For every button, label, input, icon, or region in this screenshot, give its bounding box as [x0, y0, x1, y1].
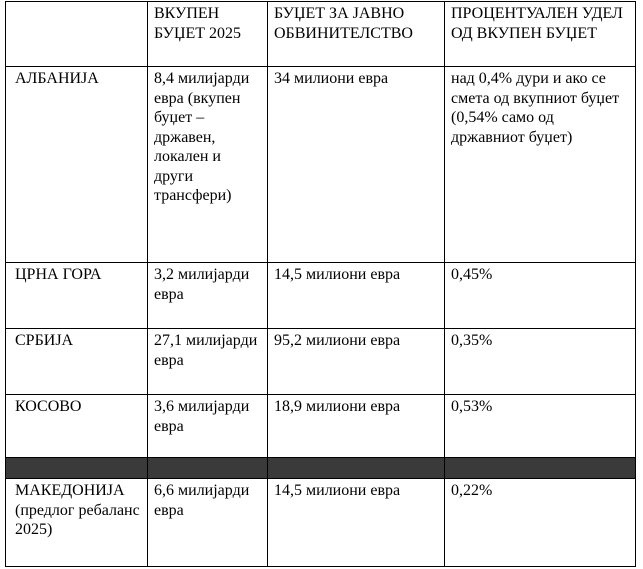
- cell-total-budget: 6,6 милијарди евра: [148, 479, 268, 567]
- cell-total-budget: 27,1 милијарди евра: [148, 329, 268, 395]
- table-header-row: [6, 2, 636, 67]
- cell-country: [6, 479, 148, 567]
- country-label: СРБИЈА: [15, 332, 74, 349]
- header-cell-country: [6, 2, 148, 67]
- header-share-line1: ПРОЦЕНТУАЛЕН УДЕЛ: [451, 5, 623, 22]
- cell-prosecution-budget: 18,9 милиони евра: [268, 395, 445, 458]
- separator-row: [6, 458, 636, 479]
- country-label: МАКЕДОНИЈА (предлог ребаланс 2025): [15, 482, 140, 538]
- cell-prosecution-budget: 95,2 милиони евра: [268, 329, 445, 395]
- cell-share: 0,53%: [445, 395, 636, 458]
- header-share-line2: ОД ВКУПЕН БУЏЕТ: [451, 24, 597, 42]
- cell-country: [6, 67, 148, 263]
- table-row-serbia: [6, 329, 636, 395]
- cell-country: [6, 329, 148, 395]
- budget-comparison-table: [5, 1, 636, 567]
- header-cell-prosecution-budget: БУЏЕТ ЗА ЈАВНО ОБВИНИТЕЛСТВО: [268, 2, 445, 67]
- table-row-montenegro: [6, 263, 636, 329]
- country-label: ЦРНА ГОРА: [15, 266, 102, 283]
- header-cell-total-budget: ВКУПЕН БУЏЕТ 2025: [148, 2, 268, 67]
- table-row-albania: [6, 67, 636, 263]
- cell-country: [6, 395, 148, 458]
- separator-cell: [268, 458, 445, 479]
- cell-total-budget: 3,6 милијарди евра: [148, 395, 268, 458]
- cell-prosecution-budget: 14,5 милиони евра: [268, 479, 445, 567]
- separator-cell: [6, 458, 148, 479]
- cell-total-budget: 3,2 милијарди евра: [148, 263, 268, 329]
- separator-cell: [148, 458, 268, 479]
- cell-prosecution-budget: 34 милиони евра: [268, 67, 445, 263]
- table-row-kosovo: [6, 395, 636, 458]
- cell-total-budget: 8,4 милијарди евра (вкупен буџет – државен, локален и други трансфери): [148, 67, 268, 263]
- table-row-macedonia: [6, 479, 636, 567]
- separator-cell: [445, 458, 636, 479]
- header-cell-share: [445, 2, 636, 67]
- cell-share: 0,22%: [445, 479, 636, 567]
- cell-country: [6, 263, 148, 329]
- cell-share: 0,45%: [445, 263, 636, 329]
- cell-prosecution-budget: 14,5 милиони евра: [268, 263, 445, 329]
- country-label: КОСОВО: [15, 398, 82, 415]
- cell-share: над 0,4% дури и ако се смета од вкупниот буџет (0,54% само од државниот буџет): [445, 67, 636, 263]
- country-label: АЛБАНИЈА: [15, 70, 99, 87]
- cell-share: 0,35%: [445, 329, 636, 395]
